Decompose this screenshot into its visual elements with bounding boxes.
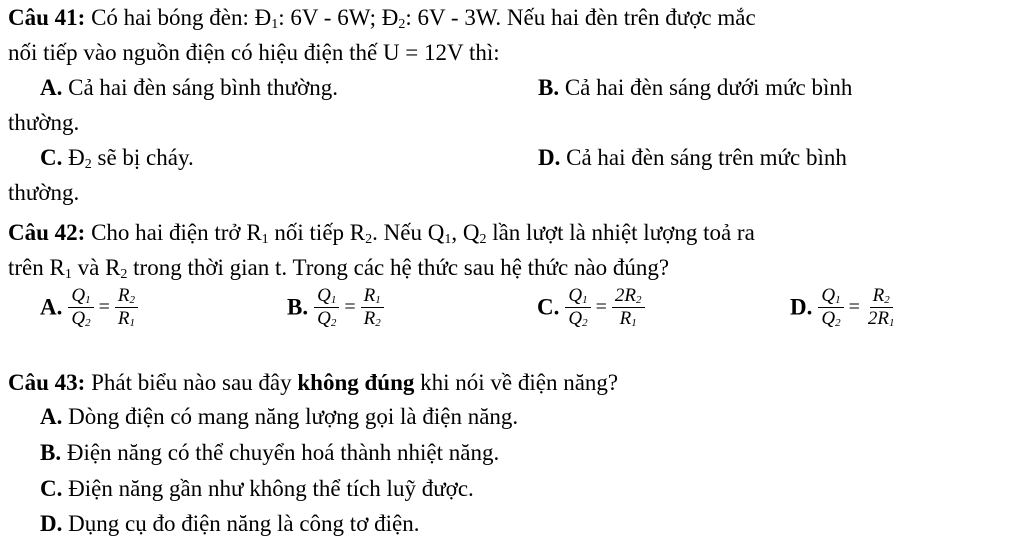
emphasis-not-correct: không đúng	[297, 370, 415, 395]
q42-label: Câu 42:	[8, 220, 86, 245]
q41-option-b: B. Cả hai đèn sáng dưới mức bình	[538, 75, 853, 100]
q42-line-2: trên $R_1$ và $R_2$ trong thời gian t. Trong các hệ thức sau hệ thức nào đúng?	[8, 255, 670, 282]
q41-option-d: D. Cả hai đèn sáng trên mức bình	[538, 145, 847, 170]
fraction-q1-q2: $\frac{Q_1}{Q_2}$	[565, 286, 590, 329]
q43-label: Câu 43:	[8, 370, 86, 395]
fraction-q1-q2: $\frac{Q_1}{Q_2}$	[818, 286, 843, 329]
fraction-resistances: $\frac{R_2}{R_1}$	[115, 286, 138, 329]
q43-option-a: A. Dòng điện có mang năng lượng gọi là điện năng.	[40, 404, 519, 429]
fraction-resistances: $\frac{R_1}{R_2}$	[361, 286, 384, 329]
fraction-q1-q2: $\frac{Q_1}{Q_2}$	[314, 286, 339, 329]
q43-line-1: Câu 43: Phát biểu nào sau đây không đúng khi nói về điện năng?	[8, 370, 619, 395]
q43-option-b: B. Điện năng có thể chuyển hoá thành nhiệt năng.	[40, 440, 500, 465]
q43-option-c: C. Điện năng gần như không thể tích luỹ được.	[40, 476, 474, 501]
q41-option-a: A. Cả hai đèn sáng bình thường.	[40, 75, 339, 100]
q42-option-c: C. $\frac{Q_1}{Q_2}$ = $\frac{2R_2}{R_1}$	[537, 286, 647, 329]
q41-line-2: nối tiếp vào nguồn điện có hiệu điện thế U = 12V thì:	[8, 40, 500, 65]
fraction-resistances: $\frac{2R_2}{R_1}$	[612, 286, 645, 329]
q42-line-1: Câu 42: Cho hai điện trở $R_1$ nối tiếp $R_2$. Nếu $Q_1$, $Q_2$ lần lượt là nhiệt lượng toả ra	[8, 220, 755, 247]
fraction-q1-q2: $\frac{Q_1}{Q_2}$	[68, 286, 93, 329]
q41-line-1: Câu 41: Có hai bóng đèn: $Đ_1$: 6V - 6W; $Đ_2$: 6V - 3W. Nếu hai đèn trên được mắc	[8, 5, 756, 32]
q43-option-d: D. Dụng cụ đo điện năng là công tơ điện.	[40, 511, 420, 536]
q42-option-b: B. $\frac{Q_1}{Q_2}$ = $\frac{R_1}{R_2}$	[287, 286, 386, 329]
q41-label: Câu 41:	[8, 5, 86, 30]
q41-option-b-cont: thường.	[8, 110, 80, 135]
fraction-resistances: $\frac{R_2}{2R_1}$	[867, 285, 895, 329]
q42-option-a: A. $\frac{Q_1}{Q_2}$ = $\frac{R_2}{R_1}$	[40, 286, 140, 329]
q41-option-c: C. $Đ_2$ sẽ bị cháy.	[40, 145, 194, 172]
q42-option-d: D. $\frac{Q_1}{Q_2}$ = $\frac{R_2}{2R_1}$	[790, 286, 900, 329]
q41-option-d-cont: thường.	[8, 180, 80, 205]
